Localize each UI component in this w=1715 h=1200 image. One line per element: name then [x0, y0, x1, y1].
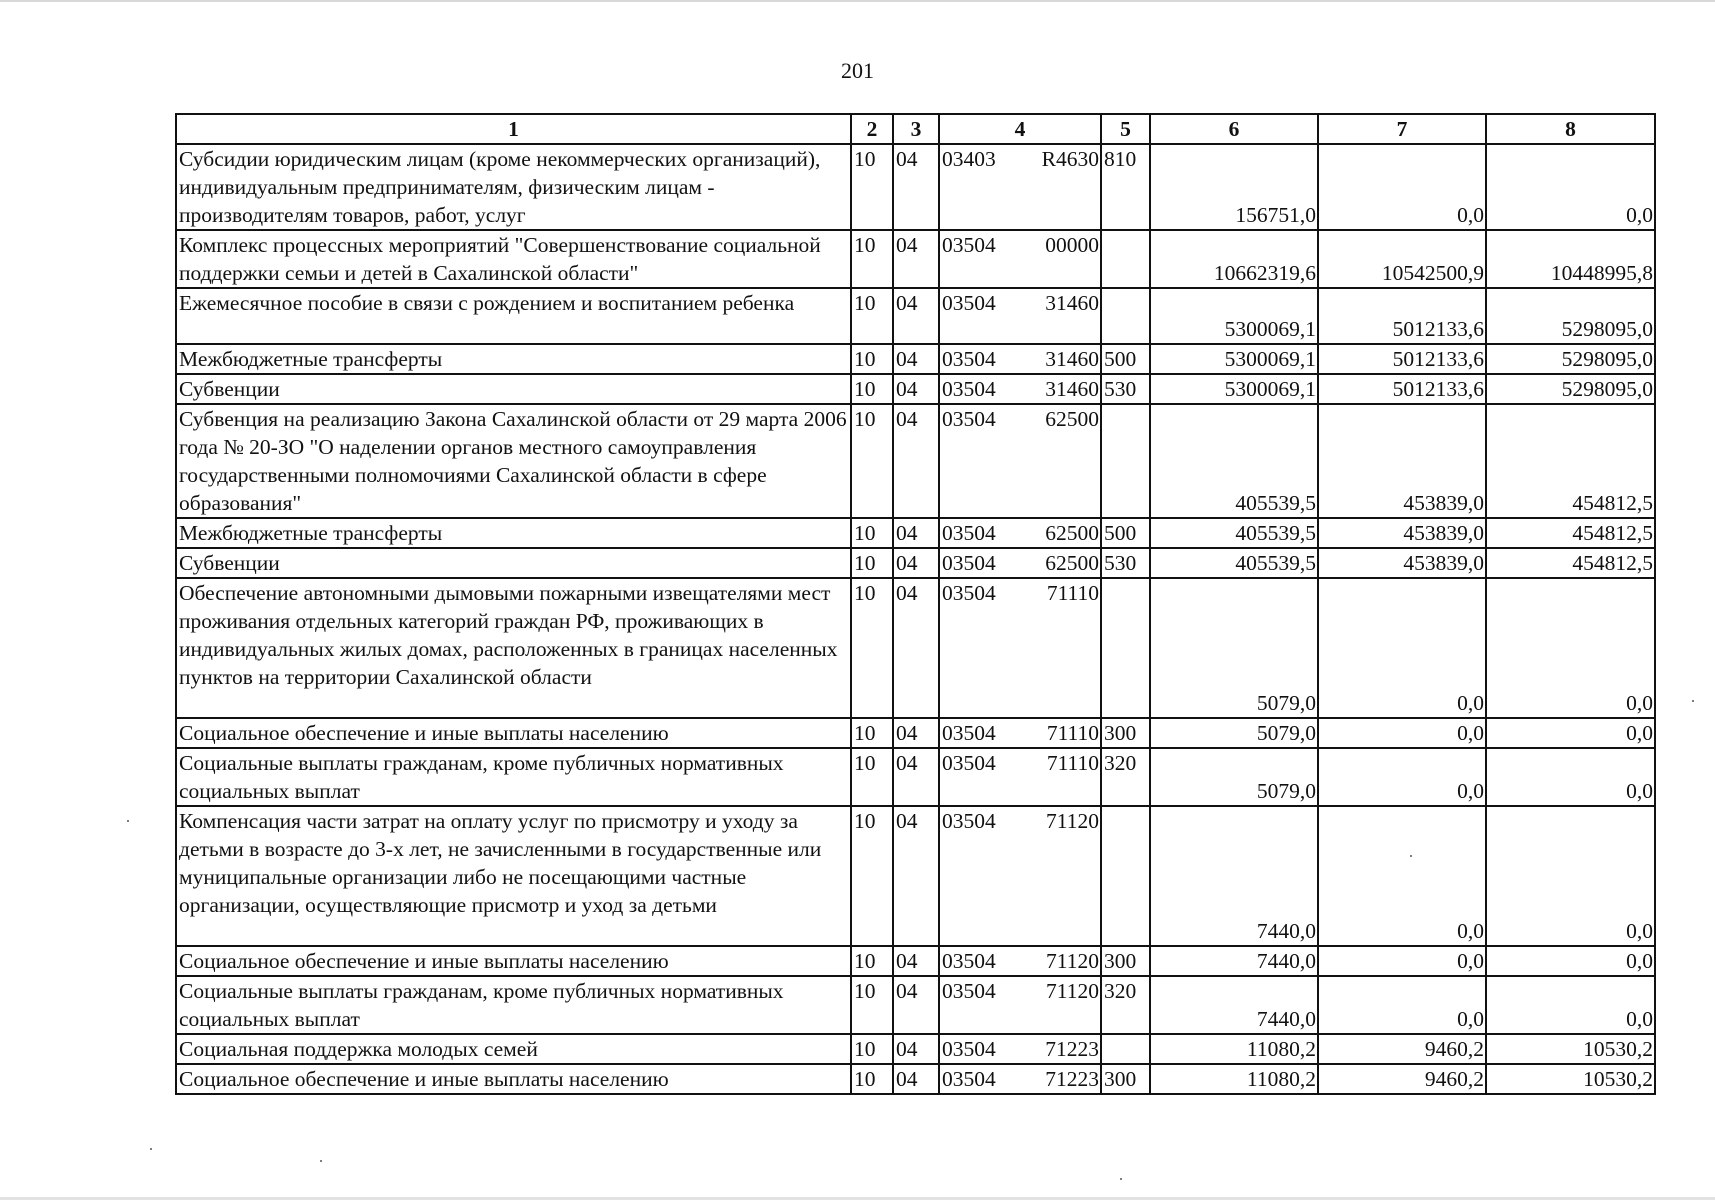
table-row [176, 1064, 1655, 1094]
amount-col-6-cell: 5079,0 [1150, 748, 1318, 806]
table-row [176, 374, 1655, 404]
table-row [176, 578, 1655, 718]
table-row [176, 1034, 1655, 1064]
target-article-cell [939, 976, 1101, 1034]
amount-col-6-cell: 405539,5 [1150, 518, 1318, 548]
amount-col-8-cell: 10530,2 [1486, 1034, 1655, 1064]
expense-type-cell: 530 [1101, 548, 1150, 578]
direction-code: 31460 [1045, 291, 1099, 315]
amount-col-7-cell: 0,0 [1318, 946, 1486, 976]
section-code-cell: 10 [851, 1034, 893, 1064]
expense-type-cell: 500 [1101, 518, 1150, 548]
direction-code: 71110 [1046, 721, 1099, 745]
direction-code: 31460 [1045, 377, 1099, 401]
amount-col-7-cell: 5012133,6 [1318, 288, 1486, 344]
row-name-cell: Социальное обеспечение и иные выплаты населению [176, 718, 851, 748]
header-cell-4: 4 [939, 114, 1101, 144]
expense-type-cell [1101, 404, 1150, 518]
subsection-code-cell: 04 [893, 288, 939, 344]
section-code-cell: 10 [851, 1064, 893, 1094]
subsection-code-cell: 04 [893, 404, 939, 518]
section-code-cell: 10 [851, 144, 893, 230]
amount-col-7-cell: 0,0 [1318, 976, 1486, 1034]
subsection-code-cell: 04 [893, 518, 939, 548]
amount-col-8-cell: 5298095,0 [1486, 288, 1655, 344]
amount-col-8-cell: 0,0 [1486, 718, 1655, 748]
page-number: 201 [841, 58, 874, 83]
subsection-code-cell: 04 [893, 1064, 939, 1094]
scan-speck [320, 1160, 322, 1162]
section-code-cell: 10 [851, 344, 893, 374]
amount-col-8-cell: 0,0 [1486, 144, 1655, 230]
amount-col-7-cell: 10542500,9 [1318, 230, 1486, 288]
amount-col-7-cell: 453839,0 [1318, 548, 1486, 578]
program-code: 03403 [942, 147, 996, 171]
program-code: 03504 [942, 751, 996, 775]
program-code: 03504 [942, 949, 996, 973]
expense-type-cell: 500 [1101, 344, 1150, 374]
target-article-cell [939, 518, 1101, 548]
scan-speck [127, 820, 129, 822]
header-cell-3: 3 [893, 114, 939, 144]
amount-col-7-cell: 0,0 [1318, 806, 1486, 946]
amount-col-7-cell: 5012133,6 [1318, 374, 1486, 404]
table-row [176, 344, 1655, 374]
expense-type-cell: 530 [1101, 374, 1150, 404]
amount-col-6-cell: 5300069,1 [1150, 288, 1318, 344]
amount-col-8-cell: 5298095,0 [1486, 344, 1655, 374]
table-row [176, 230, 1655, 288]
program-code: 03504 [942, 979, 996, 1003]
subsection-code-cell: 04 [893, 374, 939, 404]
row-name-cell: Ежемесячное пособие в связи с рождением и воспитанием ребенка [176, 288, 851, 344]
amount-col-8-cell: 10530,2 [1486, 1064, 1655, 1094]
row-name-cell: Компенсация части затрат на оплату услуг по присмотру и уходу за детьми в возрасте до 3-х лет, не зачисленными в государственные или муниципальные организации либо не посещающими частные организации, осуществляющие присмотр и уход за детьми [176, 806, 851, 946]
direction-code: 71120 [1046, 949, 1099, 973]
row-name-cell: Социальное обеспечение и иные выплаты населению [176, 1064, 851, 1094]
table-row [176, 288, 1655, 344]
target-article-cell [939, 1034, 1101, 1064]
target-article-cell [939, 806, 1101, 946]
amount-col-7-cell: 0,0 [1318, 718, 1486, 748]
section-code-cell: 10 [851, 518, 893, 548]
section-code-cell: 10 [851, 288, 893, 344]
target-article-cell [939, 748, 1101, 806]
section-code-cell: 10 [851, 230, 893, 288]
amount-col-8-cell: 0,0 [1486, 578, 1655, 718]
amount-col-7-cell: 0,0 [1318, 144, 1486, 230]
scan-edge-top [0, 0, 1715, 2]
direction-code: 71120 [1046, 979, 1099, 1003]
target-article-cell [939, 1064, 1101, 1094]
subsection-code-cell: 04 [893, 548, 939, 578]
expense-type-cell: 300 [1101, 1064, 1150, 1094]
row-name-cell: Субвенции [176, 374, 851, 404]
direction-code: 62500 [1045, 551, 1099, 575]
direction-code: 62500 [1045, 407, 1099, 431]
subsection-code-cell: 04 [893, 344, 939, 374]
subsection-code-cell: 04 [893, 230, 939, 288]
amount-col-6-cell: 405539,5 [1150, 404, 1318, 518]
direction-code: 71110 [1046, 751, 1099, 775]
row-name-cell: Социальные выплаты гражданам, кроме публичных нормативных социальных выплат [176, 748, 851, 806]
target-article-cell [939, 548, 1101, 578]
direction-code: 71223 [1045, 1037, 1099, 1061]
program-code: 03504 [942, 809, 996, 833]
program-code: 03504 [942, 551, 996, 575]
table-row [176, 518, 1655, 548]
section-code-cell: 10 [851, 548, 893, 578]
amount-col-6-cell: 7440,0 [1150, 976, 1318, 1034]
target-article-cell [939, 144, 1101, 230]
header-cell-2: 2 [851, 114, 893, 144]
row-name-cell: Социальное обеспечение и иные выплаты населению [176, 946, 851, 976]
budget-table [175, 113, 1656, 1095]
target-article-cell [939, 344, 1101, 374]
header-cell-1: 1 [176, 114, 851, 144]
table-row [176, 404, 1655, 518]
table-row [176, 144, 1655, 230]
direction-code: 62500 [1045, 521, 1099, 545]
amount-col-7-cell: 0,0 [1318, 748, 1486, 806]
row-name-cell: Комплекс процессных мероприятий "Совершенствование социальной поддержки семьи и детей в Сахалинской области" [176, 230, 851, 288]
table-row [176, 806, 1655, 946]
program-code: 03504 [942, 1037, 996, 1061]
section-code-cell: 10 [851, 578, 893, 718]
section-code-cell: 10 [851, 748, 893, 806]
section-code-cell: 10 [851, 404, 893, 518]
target-article-cell [939, 230, 1101, 288]
expense-type-cell [1101, 806, 1150, 946]
amount-col-8-cell: 454812,5 [1486, 404, 1655, 518]
subsection-code-cell: 04 [893, 578, 939, 718]
subsection-code-cell: 04 [893, 144, 939, 230]
amount-col-6-cell: 5300069,1 [1150, 374, 1318, 404]
subsection-code-cell: 04 [893, 748, 939, 806]
amount-col-7-cell: 0,0 [1318, 578, 1486, 718]
amount-col-6-cell: 10662319,6 [1150, 230, 1318, 288]
subsection-code-cell: 04 [893, 718, 939, 748]
amount-col-8-cell: 0,0 [1486, 946, 1655, 976]
scan-speck [1692, 700, 1694, 702]
row-name-cell: Социальная поддержка молодых семей [176, 1034, 851, 1064]
program-code: 03504 [942, 347, 996, 371]
scan-speck [1120, 1178, 1122, 1180]
program-code: 03504 [942, 291, 996, 315]
amount-col-8-cell: 0,0 [1486, 748, 1655, 806]
header-cell-5: 5 [1101, 114, 1150, 144]
target-article-cell [939, 578, 1101, 718]
scan-speck [150, 1148, 152, 1150]
expense-type-cell: 300 [1101, 946, 1150, 976]
amount-col-6-cell: 7440,0 [1150, 946, 1318, 976]
target-article-cell [939, 288, 1101, 344]
expense-type-cell [1101, 288, 1150, 344]
amount-col-6-cell: 11080,2 [1150, 1064, 1318, 1094]
section-code-cell: 10 [851, 976, 893, 1034]
amount-col-6-cell: 405539,5 [1150, 548, 1318, 578]
row-name-cell: Субвенция на реализацию Закона Сахалинской области от 29 марта 2006 года № 20-ЗО "О наделении органов местного самоуправления государственными полномочиями Сахалинской области в сфере образования" [176, 404, 851, 518]
direction-code: 71223 [1045, 1067, 1099, 1091]
header-row [176, 114, 1655, 144]
target-article-cell [939, 374, 1101, 404]
expense-type-cell: 810 [1101, 144, 1150, 230]
direction-code: 31460 [1045, 347, 1099, 371]
table-row [176, 548, 1655, 578]
row-name-cell: Субсидии юридическим лицам (кроме некоммерческих организаций), индивидуальным предпринимателям, физическим лицам - производителям товаров, работ, услуг [176, 144, 851, 230]
direction-code: 00000 [1045, 233, 1099, 257]
program-code: 03504 [942, 721, 996, 745]
section-code-cell: 10 [851, 806, 893, 946]
expense-type-cell [1101, 1034, 1150, 1064]
header-cell-7: 7 [1318, 114, 1486, 144]
scan-speck [1410, 855, 1412, 857]
amount-col-7-cell: 9460,2 [1318, 1064, 1486, 1094]
amount-col-8-cell: 5298095,0 [1486, 374, 1655, 404]
table-row [176, 976, 1655, 1034]
amount-col-6-cell: 7440,0 [1150, 806, 1318, 946]
section-code-cell: 10 [851, 718, 893, 748]
expense-type-cell: 320 [1101, 976, 1150, 1034]
subsection-code-cell: 04 [893, 946, 939, 976]
amount-col-7-cell: 5012133,6 [1318, 344, 1486, 374]
target-article-cell [939, 404, 1101, 518]
target-article-cell [939, 946, 1101, 976]
expense-type-cell: 320 [1101, 748, 1150, 806]
expense-type-cell: 300 [1101, 718, 1150, 748]
program-code: 03504 [942, 581, 996, 605]
table-row [176, 748, 1655, 806]
amount-col-8-cell: 0,0 [1486, 976, 1655, 1034]
program-code: 03504 [942, 521, 996, 545]
direction-code: 71110 [1046, 581, 1099, 605]
table-row [176, 946, 1655, 976]
amount-col-8-cell: 454812,5 [1486, 548, 1655, 578]
amount-col-8-cell: 10448995,8 [1486, 230, 1655, 288]
header-cell-6: 6 [1150, 114, 1318, 144]
header-cell-8: 8 [1486, 114, 1655, 144]
expense-type-cell [1101, 578, 1150, 718]
subsection-code-cell: 04 [893, 976, 939, 1034]
amount-col-7-cell: 453839,0 [1318, 518, 1486, 548]
amount-col-6-cell: 5300069,1 [1150, 344, 1318, 374]
section-code-cell: 10 [851, 374, 893, 404]
amount-col-7-cell: 9460,2 [1318, 1034, 1486, 1064]
row-name-cell: Социальные выплаты гражданам, кроме публичных нормативных социальных выплат [176, 976, 851, 1034]
program-code: 03504 [942, 1067, 996, 1091]
direction-code: R4630 [1041, 147, 1099, 171]
amount-col-7-cell: 453839,0 [1318, 404, 1486, 518]
amount-col-6-cell: 5079,0 [1150, 718, 1318, 748]
subsection-code-cell: 04 [893, 806, 939, 946]
program-code: 03504 [942, 233, 996, 257]
program-code: 03504 [942, 407, 996, 431]
target-article-cell [939, 718, 1101, 748]
expense-type-cell [1101, 230, 1150, 288]
amount-col-6-cell: 156751,0 [1150, 144, 1318, 230]
amount-col-6-cell: 11080,2 [1150, 1034, 1318, 1064]
program-code: 03504 [942, 377, 996, 401]
table-row [176, 718, 1655, 748]
amount-col-6-cell: 5079,0 [1150, 578, 1318, 718]
subsection-code-cell: 04 [893, 1034, 939, 1064]
direction-code: 71120 [1046, 809, 1099, 833]
row-name-cell: Межбюджетные трансферты [176, 344, 851, 374]
row-name-cell: Субвенции [176, 548, 851, 578]
amount-col-8-cell: 454812,5 [1486, 518, 1655, 548]
section-code-cell: 10 [851, 946, 893, 976]
row-name-cell: Обеспечение автономными дымовыми пожарными извещателями мест проживания отдельных категорий граждан РФ, проживающих в индивидуальных жилых домах, расположенных в границах населенных пунктов на территории Сахалинской области [176, 578, 851, 718]
amount-col-8-cell: 0,0 [1486, 806, 1655, 946]
row-name-cell: Межбюджетные трансферты [176, 518, 851, 548]
